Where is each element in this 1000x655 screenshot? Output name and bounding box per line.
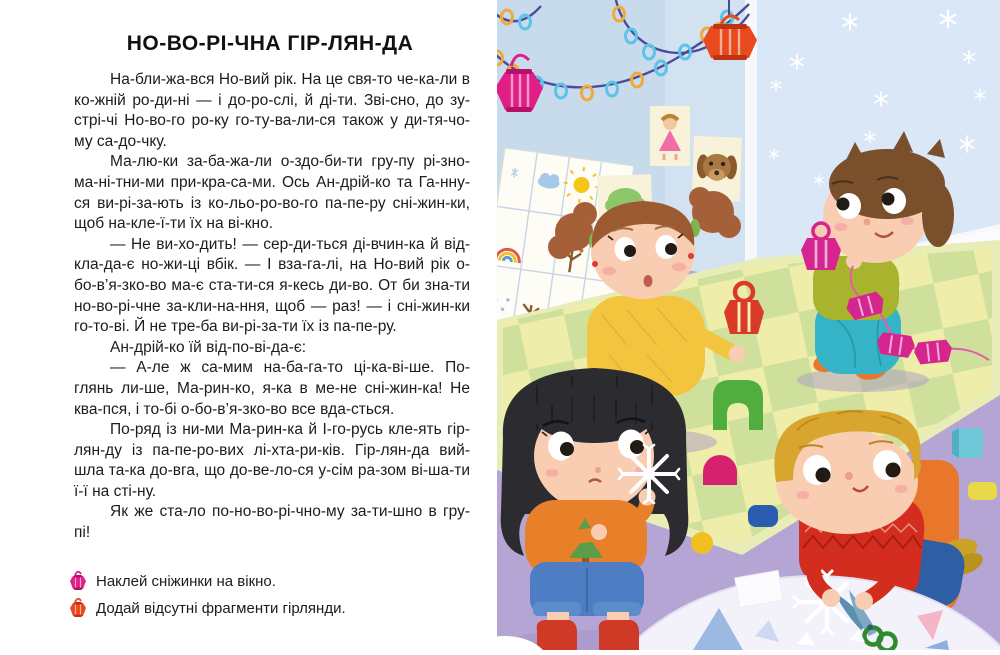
paragraph: Як же ста-ло по-но-во-рі-чно-му за-ти-шно в гру-пі! (74, 503, 470, 542)
paragraph: По-ряд із ни-ми Ма-рин-ка й І-го-русь кле-ять гір-лян-ду із па-пе-ро-вих лі-хта-ри-ків. Гір-лян-да вий-шла та-ка до-вга, що до-ве-ло-ся у-сім ра-зом ві-ша-ти ї-ї на сті-ну. (74, 421, 470, 500)
pink-lantern-icon (70, 570, 86, 592)
paragraph: На-бли-жа-вся Но-вий рік. На це свя-то че-ка-ли в ко-жній ро-ди-ні — і до-ро-слі, й ді-ти. Зві-сно, до зу-стрі-чі Но-во-го ро-ку го-ту-ва-ли-ся також у ди-тя-чо-му са-до-чку. (74, 71, 470, 150)
task-item (70, 597, 346, 619)
task-item (70, 570, 346, 592)
paragraph: — А-ле ж са-мим на-ба-га-то ці-ка-ві-ше. По-глянь ли-ше, Ма-рин-ко, я-ка в ме-не сні-жин-ка! Не ква-пся, і то-бі о-бо-в’я-зко-во все вда-сться. (74, 359, 470, 418)
paragraph: Ан-дрій-ко їй від-по-ві-да-є: (110, 338, 307, 356)
red-lantern-icon (70, 597, 86, 619)
paragraph: Ма-лю-ки за-ба-жа-ли о-здо-би-ти гру-пу рі-зно-ма-ні-тни-ми при-кра-са-ми. Ось Ан-дрій-ко та Га-нну-ся ви-рі-за-ють із ко-льо-ро-во-го па-пе-ру сні-жин-ки, щоб на-кле-ї-ти їх на ві-кно. (74, 153, 470, 233)
story-page (0, 0, 497, 650)
story-text (74, 70, 470, 544)
task-label: Наклей сніжинки на вікно. (96, 572, 276, 590)
poster-girl-drawing (650, 106, 690, 166)
task-list (70, 570, 346, 624)
task-label: Додай відсутні фрагменти гірлянди. (96, 599, 346, 617)
paragraph: — Не ви-хо-дить! — сер-ди-ться ді-вчин-ка й від-кла-да-є но-жи-ці вбік. — І вза-га-лі, на Но-вий рік о-бо-в’я-зко-во ма-є ста-ти-ся я-кесь ди-во. От би зна-ти но-во-рі-чне за-кли-на-ння, щоб — раз! — і сні-жин-ки го-то-ві. Й не тре-ба ви-рі-за-ти їх із па-пе-ру. (74, 235, 470, 336)
kindergarten-illustration (497, 0, 1000, 650)
page-title: НО-ВО-РІ-ЧНА ГІР-ЛЯН-ДА (126, 32, 414, 55)
